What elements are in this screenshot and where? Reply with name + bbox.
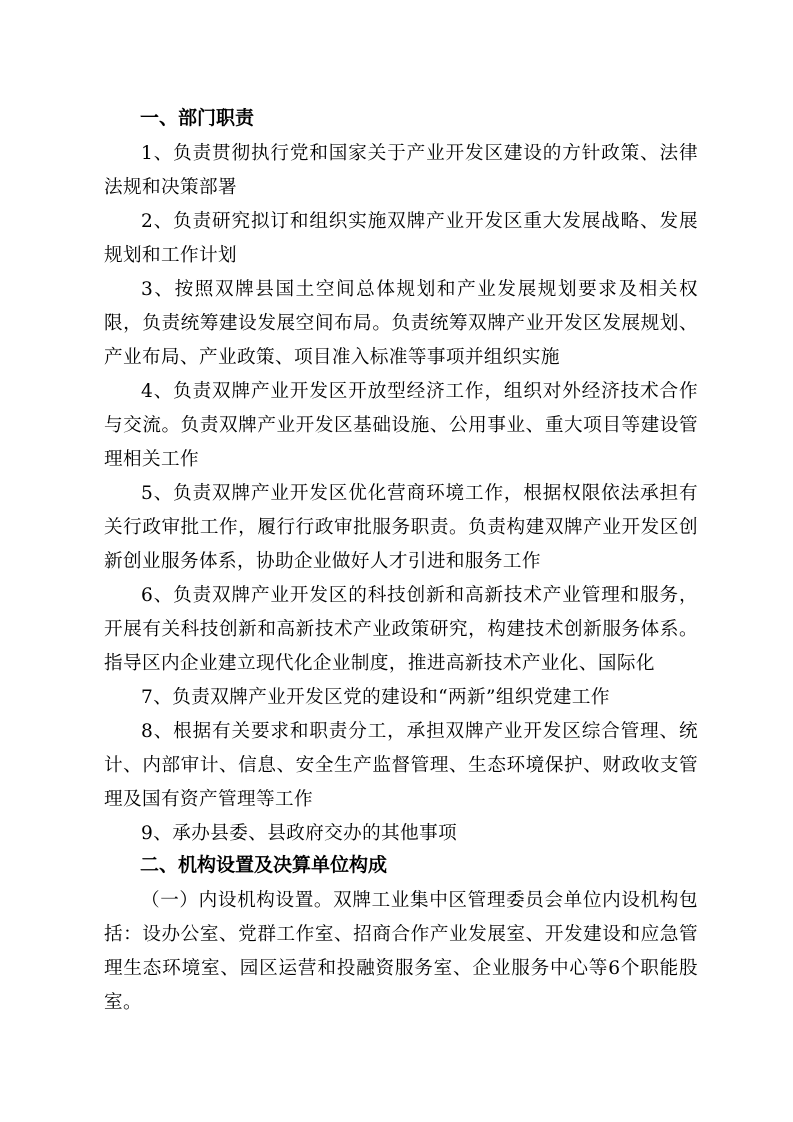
document-page <box>104 104 698 1020</box>
duty-item-8: 8、根据有关要求和职责分工，承担双牌产业开发区综合管理、统计、内部审计、信息、安全生产监督管理、生态环境保护、财政收支管理及国有资产管理等工作 <box>104 721 698 810</box>
duty-item-4: 4、负责双牌产业开发区开放型经济工作，组织对外经济技术合作与交流。负责双牌产业开发区基础设施、公用事业、重大项目等建设管理相关工作 <box>104 381 698 470</box>
duty-item-5: 5、负责双牌产业开发区优化营商环境工作，根据权限依法承担有关行政审批工作，履行行政审批服务职责。负责构建双牌产业开发区创新创业服务体系，协助企业做好人才引进和服务工作 <box>104 483 698 572</box>
structure-paragraph-1: （一）内设机构设置。双牌工业集中区管理委员会单位内设机构包括：设办公室、党群工作室、招商合作产业发展室、开发建设和应急管理生态环境室、园区运营和投融资服务室、企业服务中心等6个职能股室。 <box>104 890 698 1013</box>
duty-item-9: 9、承办县委、县政府交办的其他事项 <box>141 823 458 844</box>
duty-item-3: 3、按照双牌县国土空间总体规划和产业发展规划要求及相关权限，负责统筹建设发展空间布局。负责统筹双牌产业开发区发展规划、产业布局、产业政策、项目准入标准等事项并组织实施 <box>104 279 698 368</box>
duty-item-7: 7、负责双牌产业开发区党的建设和“两新”组织党建工作 <box>141 687 610 708</box>
section-heading-duties: 一、部门职责 <box>140 107 255 129</box>
duty-item-2: 2、负责研究拟订和组织实施双牌产业开发区重大发展战略、发展规划和工作计划 <box>104 211 698 266</box>
section-heading-structure: 二、机构设置及决算单位构成 <box>140 854 388 876</box>
duty-item-1: 1、负责贯彻执行党和国家关于产业开发区建设的方针政策、法律法规和决策部署 <box>104 143 698 198</box>
duty-item-6: 6、负责双牌产业开发区的科技创新和高新技术产业管理和服务，开展有关科技创新和高新技术产业政策研究，构建技术创新服务体系。指导区内企业建立现代化企业制度，推进高新技术产业化、国际化 <box>104 585 698 674</box>
